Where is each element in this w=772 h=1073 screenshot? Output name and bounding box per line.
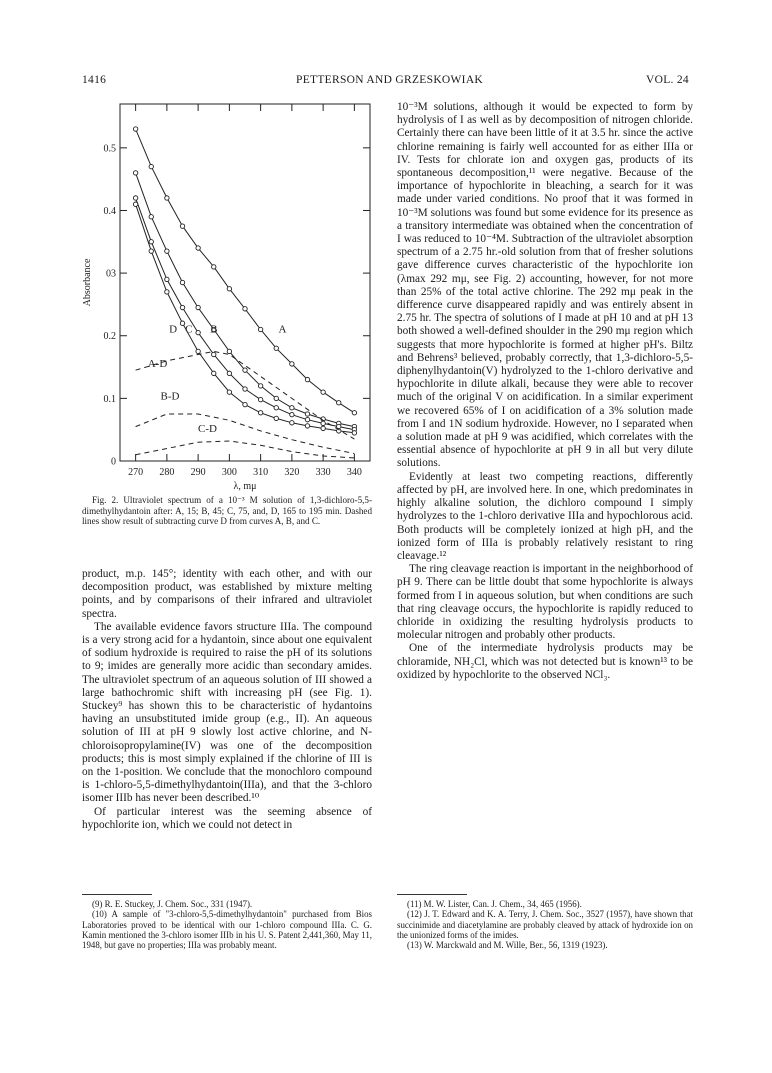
left-footnote-rule — [82, 894, 152, 895]
x-tick-label: 320 — [284, 467, 300, 478]
data-point-b — [196, 305, 200, 309]
right-footnote-rule — [397, 894, 467, 895]
x-tick-label: 270 — [128, 467, 144, 478]
curve-label: C-D — [198, 423, 217, 436]
footnote-12: (12) J. T. Edward and K. A. Terry, J. Chem. Soc., 3527 (1957), have shown that succinimide and diacetylamine are probably cleaved by attack of hydroxide ion on the unionized forms of the imides. — [397, 909, 693, 940]
data-point-c — [243, 387, 247, 391]
data-point-a — [196, 246, 200, 250]
curve-label: A — [278, 323, 287, 336]
left-paragraph-3: Of particular interest was the seeming absence of hypochlorite ion, which we could not detect in — [82, 805, 372, 831]
curve-label: B-D — [160, 390, 180, 403]
right-paragraph-1: 10⁻³M solutions, although it would be expected to form by hydrolysis of I as well as by decomposition of nitrogen chloride. Certainly there can have been little of it at 3.5 hr. since the active chlorine remaining is fairly well accounted for as either IIIa or IV. Tests for chlorate ion and oxygen gas, products of its spontaneous decomposition,¹¹ were negative. Because of the importance of hypochlorite in bleaching, a search for it was made under varied conditions. No proof that it was formed in 10⁻³M solutions was found but some evidence for its presence as a transitory intermediate was obtained when the concentration of I was reduced to 10⁻⁴M. Subtraction of the ultraviolet absorption spectrum of a 2.75 hr.-old solution from that of fresher solutions gave difference curves characteristic of the hypochlorite ion (λmax 292 mμ, see Fig. 2) accounting, however, for not more than 25% of the total active chlorine. The 292 mμ peak in the difference curve disappeared rapidly and was entirely absent in 2.75 hr. The spectra of solutions of I made at pH 10 and at pH 13 both showed a well-defined shoulder in the 290 mμ region which suggests that more hypochlorite is formed at higher pH's. Biltz and Behrens³ believed, probably correctly, that 1,3-dichloro-5,5-diphenylhydantoin(V) hydrolyzed to the 1-chloro derivative and hypochlorite in dilute alkali, because they were able to recover much of the original V on acidification. In a similar experiment we recovered 65% of I on acidification of a 3% solution made from I and 1N sodium hydroxide. However, no I separated when a solution made at pH 9 was acidified, which correlates with the essential absence of hypochlorite at pH 9 in all but very dilute solutions. — [397, 101, 693, 470]
data-point-d — [274, 416, 278, 420]
volume-label: VOL. 24 — [646, 74, 689, 86]
data-point-c — [274, 406, 278, 410]
data-point-b — [133, 171, 137, 175]
data-point-c — [227, 371, 231, 375]
data-point-a — [274, 346, 278, 350]
x-axis-label: λ, mμ — [233, 481, 257, 492]
data-point-c — [180, 305, 184, 309]
curve-label: B — [210, 323, 218, 336]
data-point-d — [165, 290, 169, 294]
running-title: PETTERSON AND GRZESKOWIAK — [296, 74, 484, 86]
data-point-a — [165, 196, 169, 200]
data-point-b — [290, 406, 294, 410]
series-line-c-d — [136, 441, 355, 458]
page-number: 1416 — [82, 74, 107, 86]
data-point-b — [227, 349, 231, 353]
data-point-a — [305, 377, 309, 381]
data-point-a — [290, 362, 294, 366]
data-point-a — [149, 164, 153, 168]
data-point-a — [243, 307, 247, 311]
x-tick-label: 290 — [190, 467, 206, 478]
data-point-c — [321, 421, 325, 425]
data-point-a — [352, 411, 356, 415]
data-point-c — [149, 240, 153, 244]
data-point-d — [180, 321, 184, 325]
data-point-b — [243, 368, 247, 372]
data-point-b — [274, 396, 278, 400]
y-tick-label: 0.2 — [103, 331, 116, 343]
left-footnotes — [82, 899, 372, 950]
y-tick-label: 03 — [106, 268, 116, 280]
right-footnotes — [397, 899, 693, 950]
figure-chart — [80, 96, 380, 496]
curve-label: D — [169, 323, 178, 336]
data-point-c — [196, 330, 200, 334]
data-point-d — [305, 424, 309, 428]
x-tick-label: 300 — [221, 467, 237, 478]
data-point-a — [133, 127, 137, 131]
data-point-d — [258, 411, 262, 415]
data-point-c — [305, 417, 309, 421]
data-point-b — [149, 215, 153, 219]
plot-frame — [120, 104, 370, 461]
data-point-c — [133, 196, 137, 200]
footnote-13: (13) W. Marckwald and M. Wille, Ber., 56, 1319 (1923). — [407, 940, 608, 951]
left-paragraph-1: product, m.p. 145°; identity with each other, and with our decomposition product, was established by mixture melting points, and by comparisons of their infrared and ultraviolet spectra. — [82, 568, 372, 620]
y-tick-label: 0 — [111, 456, 116, 468]
data-point-b — [258, 384, 262, 388]
footnote-10: (10) A sample of "3-chloro-5,5-dimethylhydantoin" purchased from Bios Laboratories proved to be identical with our 1-chloro compound IIIa. C. G. Kamin mentioned the 3-chloro isomer IIIb in his U. S. Patent 2,441,360, May 11, 1948, but gave no properties; IIIa was probably meant. — [82, 909, 372, 951]
data-point-a — [258, 327, 262, 331]
data-point-c — [258, 397, 262, 401]
left-column — [82, 568, 372, 832]
data-point-b — [165, 249, 169, 253]
right-paragraph-4: One of the intermediate hydrolysis products may be chloramide, NH₂Cl, which was not detected but is known¹³ to be oxidized by hypochlorite to the observed NCl₃. — [397, 642, 693, 681]
data-point-d — [352, 431, 356, 435]
curve-label: C — [185, 323, 193, 336]
data-point-d — [227, 390, 231, 394]
data-point-d — [290, 421, 294, 425]
figure-caption: Fig. 2. Ultraviolet spectrum of a 10⁻³ M solution of 1,3-dichloro-5,5-dimethylhydantoin after: A, 15; B, 45; C, 75, and, D, 165 to 195 min. Dashed lines show result of subtracting curve D from curves A, B, and C. — [82, 495, 372, 527]
x-tick-label: 310 — [253, 467, 269, 478]
footnote-11: (11) M. W. Lister, Can. J. Chem., 34, 465 (1956). — [407, 899, 582, 909]
x-tick-label: 340 — [346, 467, 362, 478]
data-point-d — [243, 402, 247, 406]
y-tick-label: 0.5 — [103, 143, 116, 155]
data-point-a — [180, 224, 184, 228]
data-point-c — [337, 424, 341, 428]
left-paragraph-2: The available evidence favors structure IIIa. The compound is a very strong acid for a hydantoin, since about one equivalent of sodium hydroxide is required to raise the pH of its solutions to 9; imides are generally more acidic than secondary amides. The ultraviolet spectrum of an aqueous solution of III showed a large bathochromic shift with increasing pH (see Fig. 1). Stuckey⁹ has shown this to be characteristic of hydantoins having an unsubstituted imide group (e.g., II). An aqueous solution of III at pH 9 slowly lost active chlorine, and N-chloroisopropylamine(IV) was one of the decomposition products; this is most simply explained if the chlorine of III is on the 1-position. We conclude that the monochloro compound is 1-chloro-5,5-dimethylhydantoin(IIIa), and that the 3-chloro isomer IIIb has never been described.¹⁰ — [82, 620, 372, 805]
data-point-a — [321, 390, 325, 394]
data-point-d — [133, 202, 137, 206]
data-point-c — [212, 352, 216, 356]
right-column — [397, 101, 693, 682]
data-point-d — [212, 371, 216, 375]
data-point-b — [180, 280, 184, 284]
data-point-c — [165, 277, 169, 281]
data-point-a — [337, 401, 341, 405]
right-paragraph-2: Evidently at least two competing reactions, differently affected by pH, are involved here. In one, which predominates in highly alkaline solution, the dichloro compound I simply hydrolyzes to the 1-chloro derivative IIIa and hypochlorous acid. Both products will be completely ionized at high pH, and the ionized form of IIIa is probably relatively resistant to ring cleavage.¹² — [397, 470, 693, 562]
footnote-9: (9) R. E. Stuckey, J. Chem. Soc., 331 (1947). — [92, 899, 253, 909]
data-point-b — [305, 412, 309, 416]
data-point-d — [196, 349, 200, 353]
data-point-a — [212, 265, 216, 269]
curve-label: A-D — [147, 358, 168, 371]
y-tick-label: 0.1 — [103, 393, 116, 405]
data-point-d — [321, 426, 325, 430]
x-tick-label: 330 — [315, 467, 331, 478]
y-tick-label: 0.4 — [103, 205, 116, 217]
x-tick-label: 280 — [159, 467, 175, 478]
right-paragraph-3: The ring cleavage reaction is important in the neighborhood of pH 9. There can be little doubt that some hypochlorite is always formed from I in aqueous solution, but when conditions are such that ring cleavage occurs, the hypochlorite is rapidly reduced to chloride in oxidizing the resulting hydrolysis products to molecular nitrogen and probably other products. — [397, 563, 693, 642]
data-point-d — [149, 249, 153, 253]
y-axis-label: Absorbance — [82, 258, 93, 307]
data-point-a — [227, 287, 231, 291]
data-point-c — [290, 412, 294, 416]
